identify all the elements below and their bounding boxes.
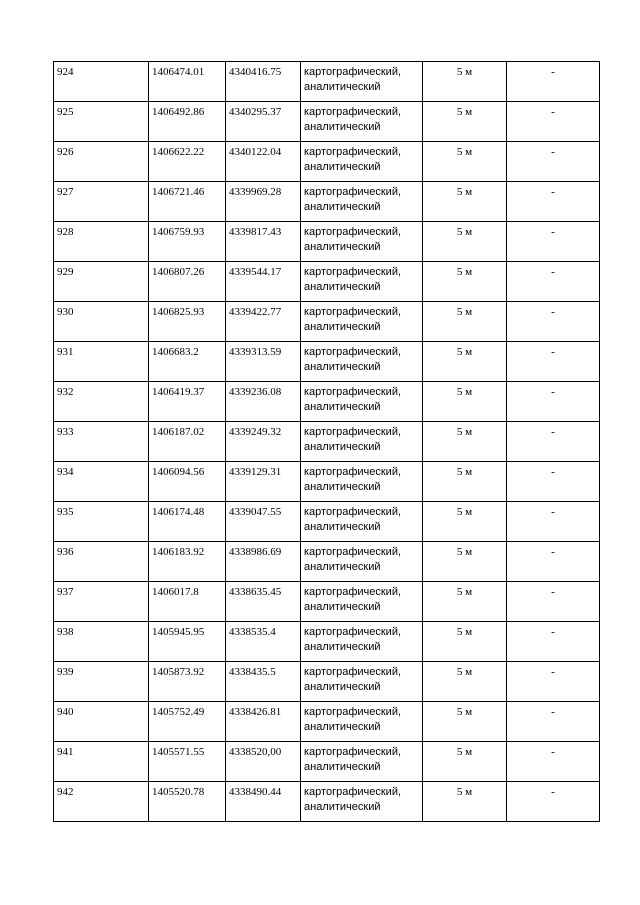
- point-number-cell: 929: [54, 262, 149, 302]
- accuracy-cell: 5 м: [423, 582, 507, 622]
- method-cell: картографический, аналитический: [301, 182, 423, 222]
- accuracy-cell: 5 м: [423, 782, 507, 822]
- table-row: [54, 222, 600, 262]
- accuracy-cell: 5 м: [423, 222, 507, 262]
- y-coordinate-cell: 4338535.4: [226, 622, 301, 662]
- table-row: [54, 702, 600, 742]
- table-row: [54, 422, 600, 462]
- table-row: [54, 262, 600, 302]
- description-cell: -: [507, 542, 600, 582]
- method-cell: картографический, аналитический: [301, 222, 423, 262]
- accuracy-cell: 5 м: [423, 542, 507, 582]
- point-number-cell: 934: [54, 462, 149, 502]
- y-coordinate-cell: 4338520,00: [226, 742, 301, 782]
- coordinates-table: [53, 61, 600, 822]
- y-coordinate-cell: 4340295.37: [226, 102, 301, 142]
- method-cell: картографический, аналитический: [301, 742, 423, 782]
- description-cell: -: [507, 342, 600, 382]
- x-coordinate-cell: 1406419.37: [149, 382, 226, 422]
- y-coordinate-cell: 4338635.45: [226, 582, 301, 622]
- method-cell: картографический, аналитический: [301, 582, 423, 622]
- y-coordinate-cell: 4338986.69: [226, 542, 301, 582]
- x-coordinate-cell: 1406017.8: [149, 582, 226, 622]
- table-row: [54, 542, 600, 582]
- y-coordinate-cell: 4339313.59: [226, 342, 301, 382]
- method-cell: картографический, аналитический: [301, 62, 423, 102]
- description-cell: -: [507, 502, 600, 542]
- description-cell: -: [507, 582, 600, 622]
- x-coordinate-cell: 1405571.55: [149, 742, 226, 782]
- point-number-cell: 938: [54, 622, 149, 662]
- x-coordinate-cell: 1405520.78: [149, 782, 226, 822]
- y-coordinate-cell: 4340416.75: [226, 62, 301, 102]
- y-coordinate-cell: 4339129.31: [226, 462, 301, 502]
- table-row: [54, 622, 600, 662]
- coordinates-table-body: [54, 62, 600, 822]
- method-cell: картографический, аналитический: [301, 422, 423, 462]
- y-coordinate-cell: 4339236.08: [226, 382, 301, 422]
- table-row: [54, 182, 600, 222]
- accuracy-cell: 5 м: [423, 342, 507, 382]
- point-number-cell: 939: [54, 662, 149, 702]
- point-number-cell: 925: [54, 102, 149, 142]
- accuracy-cell: 5 м: [423, 462, 507, 502]
- x-coordinate-cell: 1406622.22: [149, 142, 226, 182]
- table-row: [54, 142, 600, 182]
- accuracy-cell: 5 м: [423, 62, 507, 102]
- accuracy-cell: 5 м: [423, 142, 507, 182]
- point-number-cell: 940: [54, 702, 149, 742]
- accuracy-cell: 5 м: [423, 382, 507, 422]
- x-coordinate-cell: 1406683.2: [149, 342, 226, 382]
- x-coordinate-cell: 1406759.93: [149, 222, 226, 262]
- x-coordinate-cell: 1405945.95: [149, 622, 226, 662]
- table-row: [54, 62, 600, 102]
- description-cell: -: [507, 782, 600, 822]
- description-cell: -: [507, 102, 600, 142]
- method-cell: картографический, аналитический: [301, 622, 423, 662]
- y-coordinate-cell: 4339817.43: [226, 222, 301, 262]
- table-row: [54, 502, 600, 542]
- point-number-cell: 937: [54, 582, 149, 622]
- method-cell: картографический, аналитический: [301, 462, 423, 502]
- point-number-cell: 931: [54, 342, 149, 382]
- accuracy-cell: 5 м: [423, 422, 507, 462]
- method-cell: картографический, аналитический: [301, 142, 423, 182]
- y-coordinate-cell: 4339249.32: [226, 422, 301, 462]
- y-coordinate-cell: 4339047.55: [226, 502, 301, 542]
- table-row: [54, 742, 600, 782]
- x-coordinate-cell: 1405873.92: [149, 662, 226, 702]
- description-cell: -: [507, 262, 600, 302]
- y-coordinate-cell: 4338435.5: [226, 662, 301, 702]
- y-coordinate-cell: 4338490.44: [226, 782, 301, 822]
- description-cell: -: [507, 742, 600, 782]
- accuracy-cell: 5 м: [423, 302, 507, 342]
- method-cell: картографический, аналитический: [301, 542, 423, 582]
- point-number-cell: 930: [54, 302, 149, 342]
- description-cell: -: [507, 302, 600, 342]
- x-coordinate-cell: 1406174.48: [149, 502, 226, 542]
- x-coordinate-cell: 1406183.92: [149, 542, 226, 582]
- table-row: [54, 382, 600, 422]
- point-number-cell: 927: [54, 182, 149, 222]
- accuracy-cell: 5 м: [423, 702, 507, 742]
- description-cell: -: [507, 142, 600, 182]
- accuracy-cell: 5 м: [423, 662, 507, 702]
- accuracy-cell: 5 м: [423, 622, 507, 662]
- method-cell: картографический, аналитический: [301, 382, 423, 422]
- accuracy-cell: 5 м: [423, 502, 507, 542]
- table-row: [54, 462, 600, 502]
- x-coordinate-cell: 1406721.46: [149, 182, 226, 222]
- method-cell: картографический, аналитический: [301, 502, 423, 542]
- description-cell: -: [507, 622, 600, 662]
- y-coordinate-cell: 4340122.04: [226, 142, 301, 182]
- description-cell: -: [507, 422, 600, 462]
- y-coordinate-cell: 4339422.77: [226, 302, 301, 342]
- description-cell: -: [507, 662, 600, 702]
- method-cell: картографический, аналитический: [301, 702, 423, 742]
- description-cell: -: [507, 62, 600, 102]
- method-cell: картографический, аналитический: [301, 782, 423, 822]
- accuracy-cell: 5 м: [423, 102, 507, 142]
- point-number-cell: 933: [54, 422, 149, 462]
- table-row: [54, 582, 600, 622]
- method-cell: картографический, аналитический: [301, 302, 423, 342]
- point-number-cell: 942: [54, 782, 149, 822]
- x-coordinate-cell: 1406807.26: [149, 262, 226, 302]
- x-coordinate-cell: 1406492.86: [149, 102, 226, 142]
- y-coordinate-cell: 4339544.17: [226, 262, 301, 302]
- accuracy-cell: 5 м: [423, 742, 507, 782]
- point-number-cell: 924: [54, 62, 149, 102]
- table-row: [54, 662, 600, 702]
- accuracy-cell: 5 м: [423, 262, 507, 302]
- description-cell: -: [507, 382, 600, 422]
- method-cell: картографический, аналитический: [301, 102, 423, 142]
- point-number-cell: 932: [54, 382, 149, 422]
- x-coordinate-cell: 1406187.02: [149, 422, 226, 462]
- point-number-cell: 935: [54, 502, 149, 542]
- x-coordinate-cell: 1406094.56: [149, 462, 226, 502]
- x-coordinate-cell: 1406825.93: [149, 302, 226, 342]
- table-row: [54, 302, 600, 342]
- accuracy-cell: 5 м: [423, 182, 507, 222]
- table-row: [54, 342, 600, 382]
- point-number-cell: 941: [54, 742, 149, 782]
- x-coordinate-cell: 1406474.01: [149, 62, 226, 102]
- method-cell: картографический, аналитический: [301, 662, 423, 702]
- point-number-cell: 926: [54, 142, 149, 182]
- method-cell: картографический, аналитический: [301, 342, 423, 382]
- table-row: [54, 782, 600, 822]
- y-coordinate-cell: 4338426.81: [226, 702, 301, 742]
- description-cell: -: [507, 222, 600, 262]
- description-cell: -: [507, 462, 600, 502]
- description-cell: -: [507, 182, 600, 222]
- x-coordinate-cell: 1405752.49: [149, 702, 226, 742]
- method-cell: картографический, аналитический: [301, 262, 423, 302]
- y-coordinate-cell: 4339969.28: [226, 182, 301, 222]
- point-number-cell: 928: [54, 222, 149, 262]
- table-row: [54, 102, 600, 142]
- description-cell: -: [507, 702, 600, 742]
- point-number-cell: 936: [54, 542, 149, 582]
